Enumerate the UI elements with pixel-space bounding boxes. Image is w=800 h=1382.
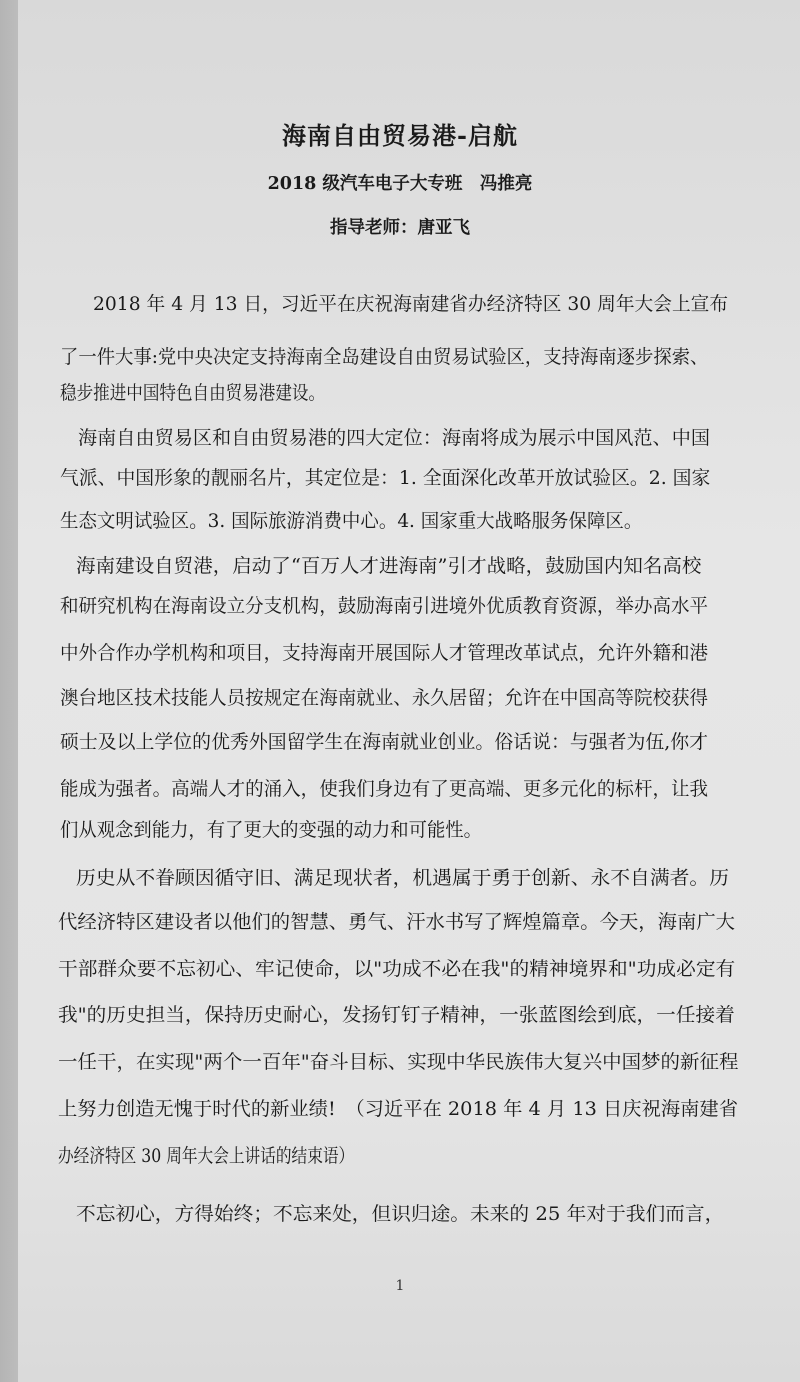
author-line: 2018 级汽车电子大专班 冯推亮: [267, 174, 533, 194]
paragraph-line: 生态文明试验区。3. 国际旅游消费中心。4. 国家重大战略服务保障区。: [60, 510, 643, 532]
paragraph-line: 上努力创造无愧于时代的新业绩! （习近平在 2018 年 4 月 13 日庆祝海南建省: [58, 1098, 738, 1120]
paragraph-line: 硕士及以上学位的优秀外国留学生在海南就业创业。俗话说：与强者为伍,你才: [60, 731, 709, 753]
paragraph-line: 澳台地区技术技能人员按规定在海南就业、永久居留；允许在中国高等院校获得: [60, 687, 709, 709]
advisor-line: 指导老师：唐亚飞: [330, 218, 470, 238]
paragraph-line: 和研究机构在海南设立分支机构，鼓励海南引进境外优质教育资源，举办高水平: [60, 595, 709, 617]
page-number: 1: [395, 1278, 405, 1294]
paragraph-line: 2018 年 4 月 13 日，习近平在庆祝海南建省办经济特区 30 周年大会上宣布: [93, 293, 729, 315]
paragraph-line: 海南建设自贸港，启动了“百万人才进海南”引才战略，鼓励国内知名高校: [76, 555, 702, 577]
paragraph-line: 了一件大事:党中央决定支持海南全岛建设自由贸易试验区，支持海南逐步探索、: [60, 346, 709, 368]
paragraph-line: 干部群众要不忘初心、牢记使命，以"功成不必在我"的精神境界和"功成必定有: [58, 958, 736, 980]
paragraph-line: 办经济特区 30 周年大会上讲话的结束语）: [58, 1145, 355, 1167]
paragraph-line: 海南自由贸易区和自由贸易港的四大定位：海南将成为展示中国风范、中国: [78, 427, 711, 449]
paragraph-line: 能成为强者。高端人才的涌入，使我们身边有了更高端、更多元化的标杆，让我: [60, 778, 709, 800]
paragraph-line: 不忘初心，方得始终；不忘来处，但识归途。未来的 25 年对于我们而言，: [76, 1203, 725, 1225]
paragraph-line: 中外合作办学机构和项目，支持海南开展国际人才管理改革试点，允许外籍和港: [60, 642, 709, 664]
paragraph-line: 稳步推进中国特色自由贸易港建设。: [60, 382, 326, 404]
document-title: 海南自由贸易港-启航: [282, 121, 518, 150]
paragraph-line: 气派、中国形象的靓丽名片，其定位是：1. 全面深化改革开放试验区。2. 国家: [60, 467, 711, 489]
paragraph-line: 代经济特区建设者以他们的智慧、勇气、汗水书写了辉煌篇章。今天，海南广大: [58, 911, 736, 933]
paragraph-line: 一任干，在实现"两个一百年"奋斗目标、实现中华民族伟大复兴中国梦的新征程: [58, 1051, 739, 1073]
paragraph-line: 我"的历史担当，保持历史耐心，发扬钉钉子精神，一张蓝图绘到底，一任接着: [58, 1004, 735, 1026]
paragraph-line: 们从观念到能力，有了更大的变强的动力和可能性。: [60, 819, 483, 841]
paragraph-line: 历史从不眷顾因循守旧、满足现状者，机遇属于勇于创新、永不自满者。历: [76, 867, 730, 889]
